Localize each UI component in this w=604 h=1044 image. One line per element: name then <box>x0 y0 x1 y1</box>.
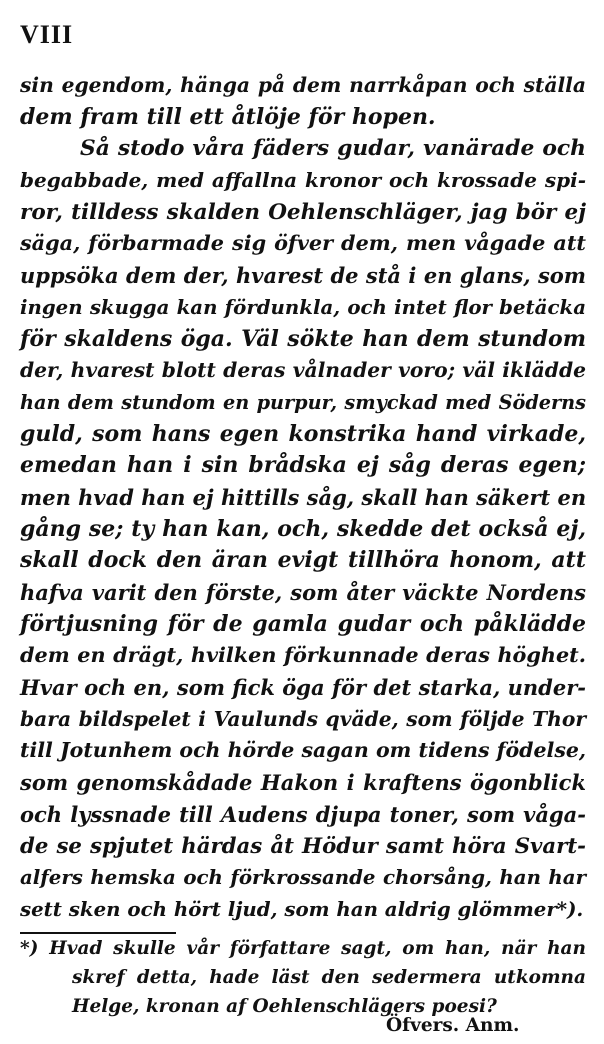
text-line: emedan han i sin brådska ej såg deras egen; <box>20 452 586 479</box>
text-line: men hvad han ej hittills såg, skall han säkert en <box>20 484 587 510</box>
text-line: dem fram till ett åtlöje för hopen. <box>20 103 436 130</box>
text-line: ror, tilldess skalden Oehlenschläger, jag bör ej <box>20 199 586 225</box>
text-line: han dem stundom en purpur, smyckad med Söderns <box>20 390 586 414</box>
text-line: guld, som hans egen konstrika hand virkade, <box>20 420 586 447</box>
text-line: Så stodo våra fäders gudar, vanärade och <box>80 136 586 162</box>
footnote-line: *) Hvad skulle vår författare sagt, om han, när han <box>20 938 586 959</box>
text-line: sett sken och hört ljud, som han aldrig glömmer*). <box>20 896 584 921</box>
text-line: ingen skugga kan fördunkla, och intet flor betäcka <box>20 294 586 319</box>
text-line: sin egendom, hänga på dem narrkåpan och ställa <box>20 73 586 97</box>
text-line: uppsöka dem der, hvarest de stå i en glans, som <box>20 263 586 289</box>
text-line: alfers hemska och förkrossande chorsång, han har <box>20 865 586 890</box>
text-line: som genomskådade Hakon i kraftens ögonblick <box>20 770 586 796</box>
text-line: för skaldens öga. Väl sökte han dem stundom <box>20 325 586 352</box>
text-line: förtjusning för de gamla gudar och påklädde <box>20 610 586 637</box>
footnote <box>20 934 586 1021</box>
text-line: hafva varit den förste, som åter väckte Nordens <box>20 580 586 605</box>
text-line: bara bildspelet i Vaulunds qväde, som följde Thor <box>20 706 586 731</box>
text-line: dem en drägt, hvilken förkunnade deras höghet. <box>20 643 586 668</box>
text-line: säga, förbarmade sig öfver dem, men vågade att <box>20 231 586 256</box>
text-line: de se spjutet härdas åt Hödur samt höra Svart- <box>20 833 586 859</box>
text-line: och lyssnade till Audens djupa toner, som våga- <box>20 801 586 827</box>
text-line: till Jotunhem och hörde sagan om tidens födelse, <box>20 738 587 763</box>
text-line: gång se; ty han kan, och, skedde det också ej, <box>20 515 586 542</box>
page-number: VIII <box>20 20 74 49</box>
footnote-signature: Öfvers. Anm. <box>386 1015 520 1036</box>
body-text <box>20 70 586 926</box>
footnote-line: skref detta, hade läst den sedermera utkomna <box>72 967 586 988</box>
text-line: Hvar och en, som fick öga för det starka, under- <box>20 675 586 701</box>
text-line: skall dock den äran evigt tillhöra honom, att <box>20 547 586 574</box>
text-line: der, hvarest blott deras vålnader voro; väl iklädde <box>20 358 586 383</box>
text-line: begabbade, med affallna kronor och krossade spi- <box>20 168 586 193</box>
footnote-line: Helge, kronan af Oehlenschlägers poesi? <box>72 996 497 1017</box>
